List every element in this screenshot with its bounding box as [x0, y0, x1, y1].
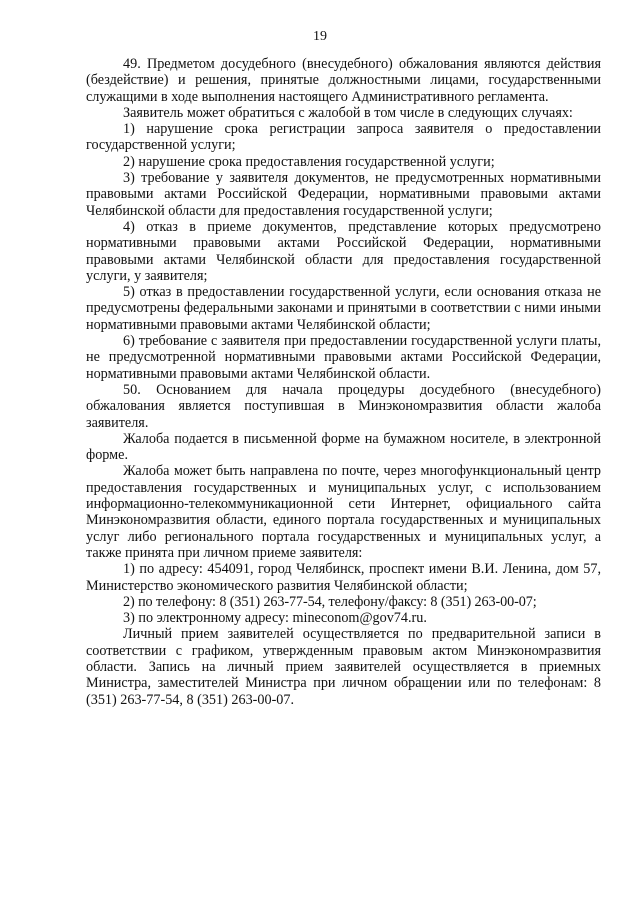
list-item-phone-numbers: 2) по телефону: 8 (351) 263-77-54, телефону/факсу: 8 (351) 263-00-07; — [123, 593, 537, 610]
list-item-case-6: 6) требование с заявителя при предоставлении государственной услуги платы, не предусмотренной нормативными правовыми актами Российской Федерации, нормативными правовыми актами Челябинской области. — [86, 333, 601, 382]
paragraph-50-grounds-for-appeal: 50. Основанием для начала процедуры досудебного (внесудебного) обжалования является поступившая в Минэкономразвития области жалоба заявителя. — [86, 381, 601, 431]
page-number: 19 — [313, 29, 327, 44]
paragraph-complaint-form: Жалоба подается в письменной форме на бумажном носителе, в электронной форме. — [86, 430, 601, 464]
paragraph-49-subject-of-appeal: 49. Предметом досудебного (внесудебного) обжалования являются действия (бездействие) и решения, принятые должностными лицами, государственными служащими в ходе выполнения настоящего Административного регламента. — [86, 56, 601, 105]
list-item-postal-address: 1) по адресу: 454091, город Челябинск, проспект имени В.И. Ленина, дом 57, Министерство экономического развития Челябинской области; — [86, 561, 601, 594]
list-item-case-4: 4) отказ в приеме документов, представление которых предусмотрено нормативными правовыми актами Российской Федерации, нормативными правовыми актами Челябинской области для предоставления государственной услуги, у заявителя; — [86, 218, 601, 284]
list-item-case-5: 5) отказ в предоставлении государственной услуги, если основания отказа не предусмотрены федеральными законами и принятыми в соответствии с ними иными нормативными правовыми актами Челябинской области; — [86, 284, 601, 333]
document-body — [86, 56, 601, 708]
list-item-case-1: 1) нарушение срока регистрации запроса заявителя о предоставлении государственной услуги; — [86, 121, 601, 154]
paragraph-personal-reception: Личный прием заявителей осуществляется по предварительной записи в соответствии с графиком, утвержденным правовым актом Минэкономразвития области. Запись на личный прием заявителей осуществляется в приемных Министра, заместителей Министра при личном обращении или по телефонам: 8 (351) 263-77-54, 8 (351) 263-00-07. — [86, 626, 601, 708]
list-item-email-address: 3) по электронному адресу: mineconom@gov74.ru. — [123, 610, 427, 627]
list-item-case-2: 2) нарушение срока предоставления государственной услуги; — [123, 153, 495, 170]
paragraph-complaint-channels: Жалоба может быть направлена по почте, через многофункциональный центр предоставления государственных и муниципальных услуг, с использованием информационно-телекоммуникационной сети Интернет, официального сайта Минэкономразвития области, единого портала государственных и муниципальных услуг либо регионального портала государственных и муниципальных услуг, а также принята при личном приеме заявителя: — [86, 463, 601, 561]
list-item-case-3: 3) требование у заявителя документов, не предусмотренных нормативными правовыми актами Российской Федерации, нормативными правовыми актами Челябинской области для предоставления государственной услуги; — [86, 170, 601, 219]
paragraph-appeal-cases-intro: Заявитель может обратиться с жалобой в том числе в следующих случаях: — [123, 104, 573, 121]
